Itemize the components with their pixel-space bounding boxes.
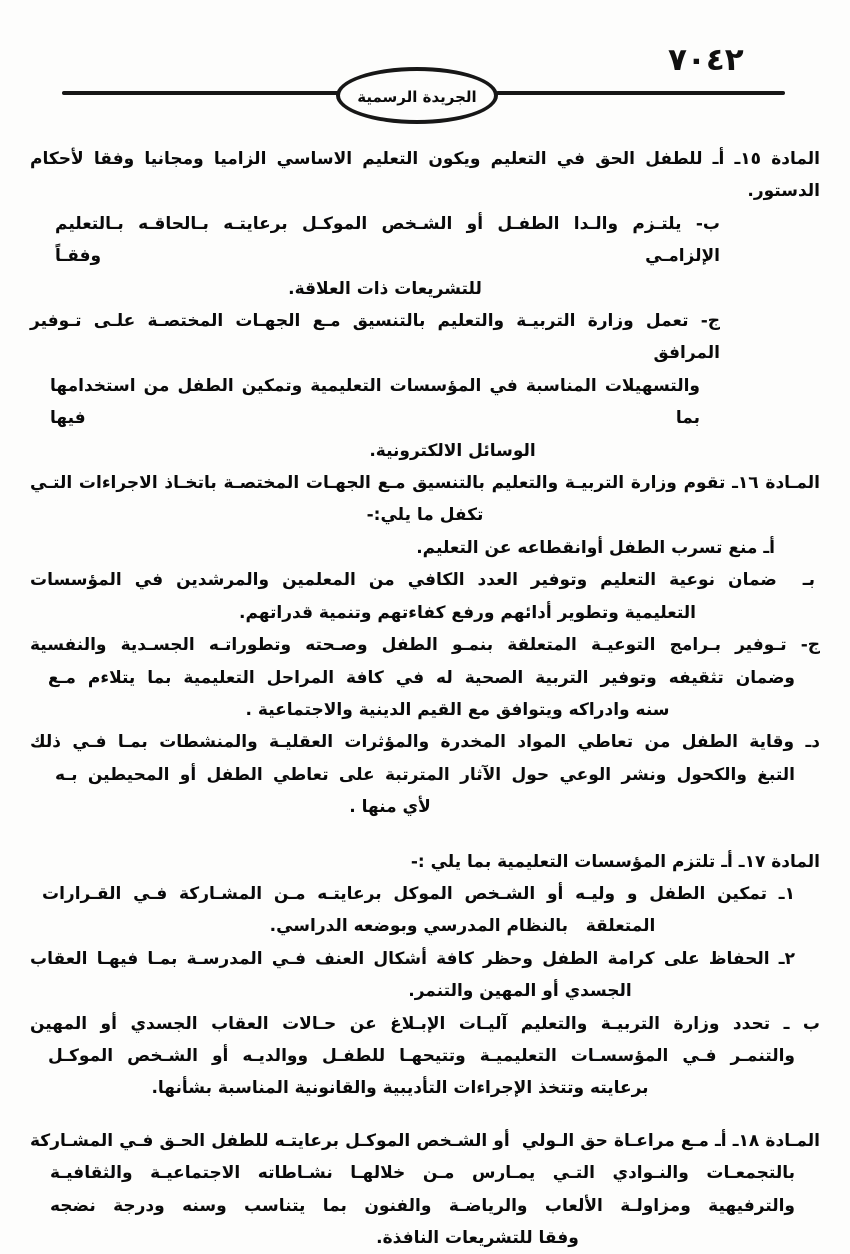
text-line: لأي منها . bbox=[349, 797, 431, 818]
article-18 bbox=[30, 1125, 820, 1254]
document-body bbox=[24, 143, 820, 1254]
text-line: سنه وادراكه ويتوافق مع القيم الدينية والاجتماعية . bbox=[245, 699, 670, 720]
text-line: والتنمـر فـي المؤسسـات التعليميـة وتتيحهـا للطفـل ووالديـه أو الشـخص الموكـل bbox=[48, 1045, 795, 1066]
text-line: المتعلقة بالنظام المدرسي وبوضعه الدراسي. bbox=[269, 916, 656, 937]
text-line: ب ـ تحدد وزارة التربيـة والتعليم آليـات الإبـلاغ عن حـالات العقاب الجسدي أو المهين bbox=[30, 1013, 820, 1034]
text-line: وفقا للتشريعات النافذة. bbox=[376, 1228, 579, 1248]
text-line: ب- يلتـزم والـدا الطفـل أو الشـخص الموكـل برعايتـه بـالحاقـه بـالتعليم الإلزامـي وفقـاً bbox=[49, 213, 720, 267]
text-line: ج- تـوفير بـرامج التوعيـة المتعلقة بنمـو الطفل وصـحته وتطوراتـه الجسـدية والنفسية bbox=[30, 635, 820, 656]
text-line: برعايته وتتخذ الإجراءات التأديبية والقانونية المناسبة بشأنها. bbox=[151, 1078, 649, 1099]
text-line: المـادة ١٦ـ تقوم وزارة التربيـة والتعليم بالتنسيق مـع الجهـات المختصـة باتخـاذ الاجراءات التـي bbox=[30, 473, 820, 494]
text-line: الوسائل الالكترونية. bbox=[369, 440, 536, 461]
text-line: المادة ١٧ـ أـ تلتزم المؤسسات التعليمية بما يلي :- bbox=[410, 851, 820, 872]
article-17 bbox=[30, 846, 820, 1105]
text-line: وضمان تثقيفه وتوفير التربية الصحية له في كافة المراحل التعليمية بما يتلاءم مـع bbox=[48, 667, 795, 688]
text-line: دـ وقاية الطفل من تعاطي المواد المخدرة والمؤثرات العقليـة والمنشطات بمـا فـي ذلك bbox=[30, 732, 820, 753]
text-line: تكفل ما يلي:- bbox=[366, 505, 484, 526]
article-15 bbox=[24, 143, 820, 467]
header-rule-right bbox=[496, 91, 785, 95]
text-line: أـ منع تسرب الطفل أوانقطاعه عن التعليم. bbox=[416, 537, 775, 558]
text-line: التبغ والكحول ونشر الوعي حول الآثار المترتبة على تعاطي الطفل أو المحيطين بـه bbox=[55, 764, 795, 785]
page-number: ٧٠٤٢ bbox=[668, 42, 744, 78]
text-line: بالتجمعـات والنـوادي التـي يمـارس مـن خلالهـا نشـاطاته الاجتماعيـة والثقافيـة bbox=[50, 1163, 795, 1184]
text-line: التعليمية وتطوير أدائهم ورفع كفاءتهم وتنمية قدراتهم. bbox=[239, 602, 696, 623]
text-line: ٢ـ الحفاظ على كرامة الطفل وحظر كافة أشكال العنف فـي المدرسـة بمـا فيهـا العقاب bbox=[30, 948, 795, 969]
text-line: الجسدي أو المهين والتنمر. bbox=[408, 981, 632, 1002]
text-line: والتسهيلات المناسبة في المؤسسات التعليمية وتمكين الطفل من استخدامها بما فيها bbox=[44, 375, 700, 429]
article-16 bbox=[30, 467, 820, 823]
text-line: ١ـ تمكين الطفل و وليـه أو الشـخص الموكل برعايتـه مـن المشـاركة فـي القـرارات bbox=[42, 883, 795, 904]
header-rule-left bbox=[62, 91, 339, 95]
text-line: بـ ضمان نوعية التعليم وتوفير العدد الكافي من المعلمين والمرشدين في المؤسسات bbox=[30, 570, 815, 591]
text-line: ج- تعمل وزارة التربيـة والتعليم بالتنسيق مـع الجهـات المختصـة علـى تـوفير المرافق bbox=[24, 311, 720, 364]
text-line: للتشريعات ذات العلاقة. bbox=[288, 278, 482, 299]
gazette-badge bbox=[336, 67, 498, 124]
text-line: المـادة ١٨ـ أـ مـع مراعـاة حق الـولي أو الشـخص الموكـل برعايتـه للطفل الحـق فـي المشـاركة bbox=[30, 1130, 820, 1151]
text-line: والترفيهية ومزاولـة الألعاب والرياضـة والفنون بما يتناسب وسنه ودرجة نضجه bbox=[50, 1195, 795, 1216]
text-line: المادة ١٥ـ أـ للطفل الحق في التعليم ويكون التعليم الاساسي الزاميا ومجانيا وفقا لأحكام الدستور. bbox=[24, 149, 820, 202]
gazette-badge-label: الجريدة الرسمية bbox=[357, 88, 477, 106]
